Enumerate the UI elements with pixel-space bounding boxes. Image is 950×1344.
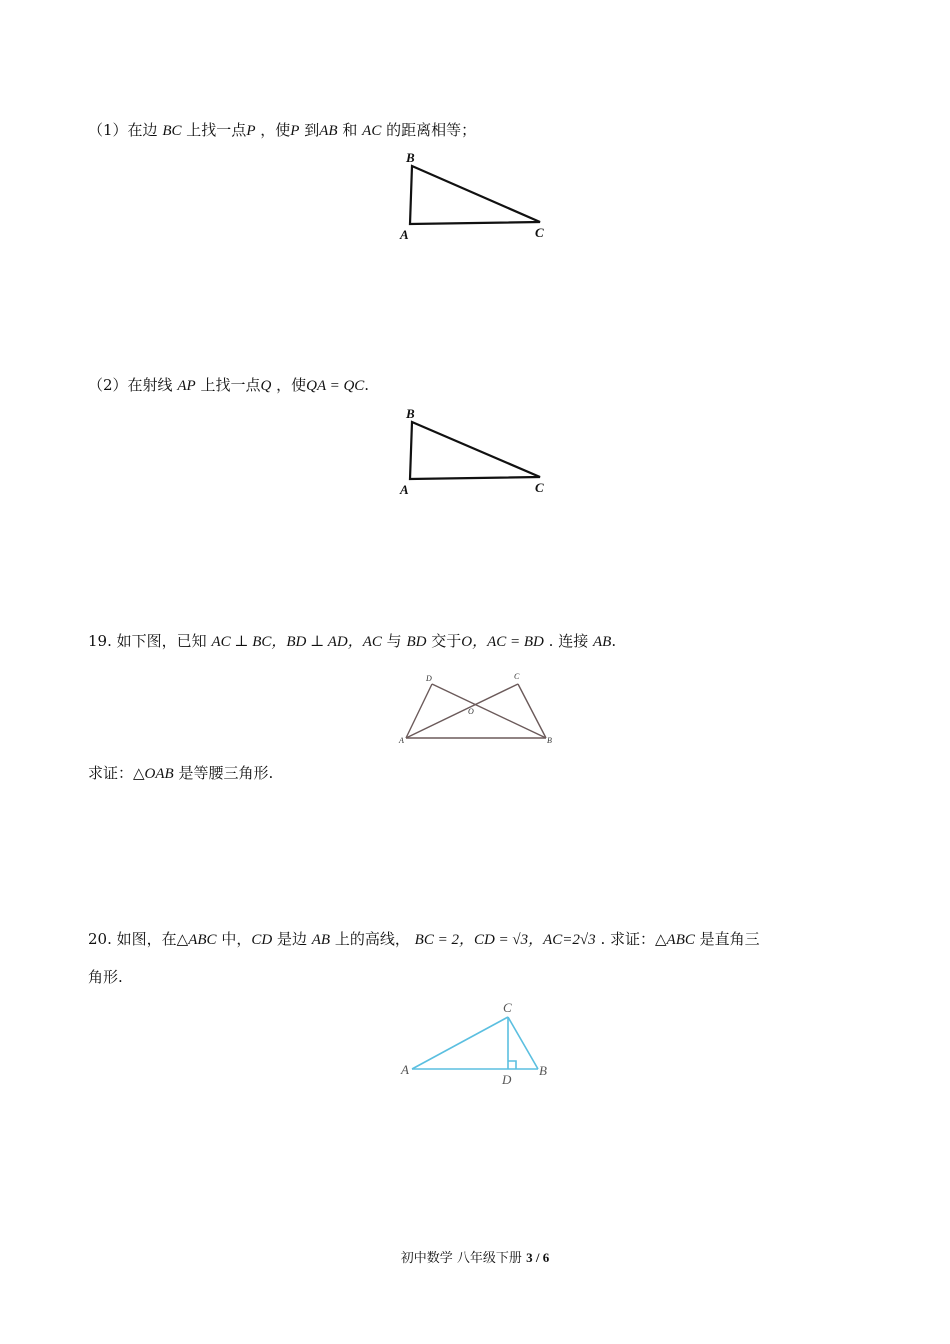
q18-part2-text-seg: 在射线 bbox=[127, 376, 173, 394]
q18-part1-math: AC bbox=[362, 123, 382, 139]
q19-text-seg: 如下图，已知 bbox=[116, 632, 207, 650]
q19-prove-seg: 求证：△ bbox=[88, 764, 145, 782]
page-footer bbox=[0, 1247, 950, 1266]
q19-math: AC ⊥ BC，BD ⊥ AD，AC bbox=[211, 634, 382, 650]
q20-math: CD bbox=[251, 932, 273, 948]
page-number: 3 / 6 bbox=[526, 1250, 550, 1265]
q19-text-seg: . bbox=[611, 632, 617, 650]
q18-part1-text-seg: 上找一点 bbox=[186, 121, 247, 139]
q18-part1-text-seg: 的距离相等； bbox=[386, 121, 477, 139]
segment-ad bbox=[406, 684, 432, 738]
q20-text-seg: 如图，在△ bbox=[116, 930, 189, 948]
label-b: B bbox=[406, 150, 415, 165]
q20-text-seg: . 求证：△ bbox=[600, 930, 667, 948]
q18-part1-text bbox=[88, 120, 476, 141]
q20-text-seg: 是边 bbox=[276, 930, 307, 948]
q18-part2-text-seg: ，使 bbox=[276, 376, 307, 394]
q18-part2-math: QA = QC bbox=[306, 378, 365, 394]
label-a: A bbox=[400, 227, 409, 242]
label-b: B bbox=[547, 736, 552, 745]
segment-ac bbox=[406, 684, 518, 738]
q20-text-seg: 上的高线， bbox=[334, 930, 410, 948]
q18-part2-math: Q bbox=[260, 378, 272, 394]
label-b: B bbox=[539, 1063, 547, 1078]
q19-math: O，AC = BD bbox=[461, 634, 544, 650]
segment-ac bbox=[412, 1017, 508, 1069]
q18-part1-math: AB bbox=[319, 123, 338, 139]
q19-figure bbox=[398, 670, 558, 750]
label-o: O bbox=[468, 707, 474, 716]
q20-math: ABC bbox=[666, 932, 695, 948]
label-d: D bbox=[426, 674, 432, 683]
q20-figure-lines bbox=[412, 1017, 538, 1069]
label-a: A bbox=[401, 1062, 409, 1077]
q20-text-seg: 中， bbox=[221, 930, 252, 948]
q18-part1-triangle-figure bbox=[395, 148, 555, 243]
q19-num: 19. bbox=[88, 632, 112, 650]
segment-db bbox=[432, 684, 546, 738]
q18-part2-num: （2） bbox=[88, 376, 128, 394]
q18-part2-text-seg: 上找一点 bbox=[200, 376, 261, 394]
triangle-abc-shape bbox=[410, 166, 540, 224]
q20-figure bbox=[398, 998, 558, 1088]
q18-part1-text-seg: 在边 bbox=[127, 121, 158, 139]
label-c: C bbox=[514, 672, 520, 681]
label-d: D bbox=[502, 1072, 512, 1087]
q19-text-seg: 交于 bbox=[431, 632, 462, 650]
q18-part1-math: P bbox=[290, 123, 300, 139]
right-angle-mark bbox=[508, 1061, 516, 1069]
q20-math: AB bbox=[311, 932, 331, 948]
triangle-abc-shape bbox=[410, 422, 540, 479]
q20-text-seg: 是直角三 bbox=[699, 930, 760, 948]
q18-part2-math: AP bbox=[177, 378, 196, 394]
q18-part1-text-seg: 和 bbox=[342, 121, 358, 139]
q18-part1-math: BC bbox=[162, 123, 182, 139]
q20-math: BC = 2，CD = √3，AC=2√3 bbox=[414, 932, 596, 948]
q18-part1-text-seg: 到 bbox=[304, 121, 320, 139]
footer-text: 初中数学 八年级下册 bbox=[400, 1251, 522, 1266]
q18-part2-triangle-figure bbox=[395, 403, 555, 498]
q18-part2-text bbox=[88, 375, 369, 396]
label-c: C bbox=[535, 480, 544, 495]
q19-math: BD bbox=[406, 634, 427, 650]
q19-math: AB bbox=[592, 634, 612, 650]
q19-prove-math: OAB bbox=[144, 766, 174, 782]
q18-part2-text-seg: . bbox=[364, 376, 370, 394]
q20-text-line1 bbox=[88, 929, 760, 950]
q18-part1-math: P bbox=[246, 123, 256, 139]
q20-num: 20. bbox=[88, 930, 112, 948]
q20-text-seg: 角形. bbox=[88, 968, 123, 986]
label-a: A bbox=[399, 736, 404, 745]
label-b: B bbox=[406, 406, 415, 421]
label-c: C bbox=[535, 225, 544, 240]
q18-part1-text-seg: ，使 bbox=[260, 121, 291, 139]
q20-text-line2 bbox=[88, 967, 123, 987]
q19-text bbox=[88, 631, 616, 652]
q19-text-seg: 与 bbox=[386, 632, 402, 650]
q19-prove-text bbox=[88, 763, 273, 784]
q19-prove-seg: 是等腰三角形. bbox=[178, 764, 274, 782]
label-a: A bbox=[400, 482, 409, 497]
segment-cb bbox=[518, 684, 546, 738]
q20-math: ABC bbox=[188, 932, 217, 948]
q18-part1-num: （1） bbox=[88, 121, 128, 139]
label-c: C bbox=[503, 1000, 512, 1015]
q19-text-seg: . 连接 bbox=[548, 632, 589, 650]
